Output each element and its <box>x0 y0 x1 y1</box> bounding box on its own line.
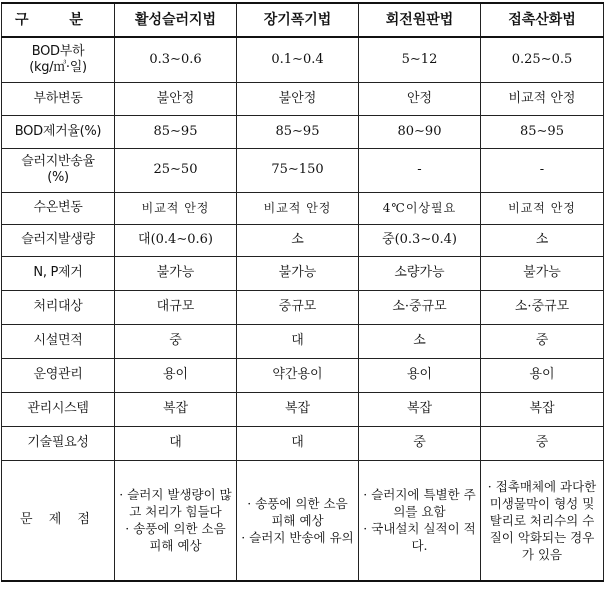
cell: 5∼12 <box>359 37 481 82</box>
cell: 85∼95 <box>115 115 237 148</box>
cell: 소 <box>481 224 604 256</box>
problems-label: 문 제 점 <box>2 460 115 581</box>
list-item: · 송풍에 의한 소음 피해 예상 <box>118 520 233 554</box>
cell: 소량가능 <box>359 256 481 290</box>
cell: 대(0.4∼0.6) <box>115 224 237 256</box>
header-activated-sludge: 활성슬러지법 <box>115 3 237 37</box>
problems-cell-activated-sludge <box>115 460 237 581</box>
cell: 25∼50 <box>115 148 237 192</box>
cell: 75∼150 <box>237 148 359 192</box>
cell: 중규모 <box>237 290 359 324</box>
header-rotating-disc: 회전원판법 <box>359 3 481 37</box>
problems-cell-extended-aeration <box>237 460 359 581</box>
cell: 복잡 <box>481 392 604 426</box>
list-item: · 국내설치 실적이 적다. <box>362 520 477 554</box>
cell: 0.25∼0.5 <box>481 37 604 82</box>
cell: 중 <box>481 426 604 460</box>
cell: 비교적 안정 <box>481 192 604 224</box>
cell: 불가능 <box>237 256 359 290</box>
table-row <box>2 115 604 148</box>
cell: 대규모 <box>115 290 237 324</box>
cell: 불안정 <box>115 82 237 115</box>
row-label: 수온변동 <box>2 192 115 224</box>
cell: 복잡 <box>115 392 237 426</box>
problems-cell-contact-oxidation <box>481 460 604 581</box>
row-label: BOD부하 (kg/㎥·일) <box>2 37 115 82</box>
cell: 대 <box>237 324 359 358</box>
cell: - <box>481 148 604 192</box>
table-row <box>2 290 604 324</box>
cell: 소 <box>359 324 481 358</box>
row-label: 관리시스템 <box>2 392 115 426</box>
header-extended-aeration: 장기폭기법 <box>237 3 359 37</box>
header-contact-oxidation: 접촉산화법 <box>481 3 604 37</box>
cell: 중(0.3∼0.4) <box>359 224 481 256</box>
table-row <box>2 256 604 290</box>
problems-cell-rotating-disc <box>359 460 481 581</box>
cell: 중 <box>115 324 237 358</box>
cell: 복잡 <box>359 392 481 426</box>
row-label: 부하변동 <box>2 82 115 115</box>
cell: 용이 <box>359 358 481 392</box>
row-label: 시설면적 <box>2 324 115 358</box>
cell: 복잡 <box>237 392 359 426</box>
table-row <box>2 192 604 224</box>
list-item: · 접촉매체에 과다한 미생물막이 형성 및 탈리로 처리수의 수질이 악화되는 경우가 있음 <box>484 478 600 563</box>
row-label: BOD제거율(%) <box>2 115 115 148</box>
table-row <box>2 392 604 426</box>
header-row <box>2 3 604 37</box>
cell: 안정 <box>359 82 481 115</box>
cell: 0.3∼0.6 <box>115 37 237 82</box>
cell: 대 <box>237 426 359 460</box>
cell: 85∼95 <box>481 115 604 148</box>
list-item: · 슬러지 발생량이 많고 처리가 힘들다 <box>118 486 233 520</box>
cell: 비교적 안정 <box>237 192 359 224</box>
table-row <box>2 358 604 392</box>
table-row <box>2 82 604 115</box>
row-label: 슬러지반송율 (%) <box>2 148 115 192</box>
cell: 불안정 <box>237 82 359 115</box>
table-row <box>2 37 604 82</box>
header-category: 구 분 <box>2 3 115 37</box>
row-label: 슬러지발생량 <box>2 224 115 256</box>
row-label: 운영관리 <box>2 358 115 392</box>
cell: 비교적 안정 <box>115 192 237 224</box>
cell: 대 <box>115 426 237 460</box>
cell: 85∼95 <box>237 115 359 148</box>
cell: 용이 <box>481 358 604 392</box>
row-label: 처리대상 <box>2 290 115 324</box>
cell: 80∼90 <box>359 115 481 148</box>
cell: 소·중규모 <box>481 290 604 324</box>
cell: 불가능 <box>115 256 237 290</box>
cell: 중 <box>481 324 604 358</box>
table-row <box>2 148 604 192</box>
list-item: · 슬러지에 특별한 주의를 요함 <box>362 486 477 520</box>
cell: 중 <box>359 426 481 460</box>
list-item: · 송풍에 의한 소음 피해 예상 <box>240 495 355 529</box>
table-row <box>2 324 604 358</box>
cell: 4℃이상필요 <box>359 192 481 224</box>
cell: - <box>359 148 481 192</box>
cell: 소·중규모 <box>359 290 481 324</box>
list-item: · 슬러지 반송에 유의 <box>240 529 355 546</box>
cell: 0.1∼0.4 <box>237 37 359 82</box>
comparison-table <box>1 2 604 582</box>
table-row <box>2 224 604 256</box>
cell: 소 <box>237 224 359 256</box>
cell: 비교적 안정 <box>481 82 604 115</box>
cell: 용이 <box>115 358 237 392</box>
cell: 약간용이 <box>237 358 359 392</box>
row-label: N, P제거 <box>2 256 115 290</box>
cell: 불가능 <box>481 256 604 290</box>
row-label: 기술필요성 <box>2 426 115 460</box>
problems-row <box>2 460 604 581</box>
table-row <box>2 426 604 460</box>
